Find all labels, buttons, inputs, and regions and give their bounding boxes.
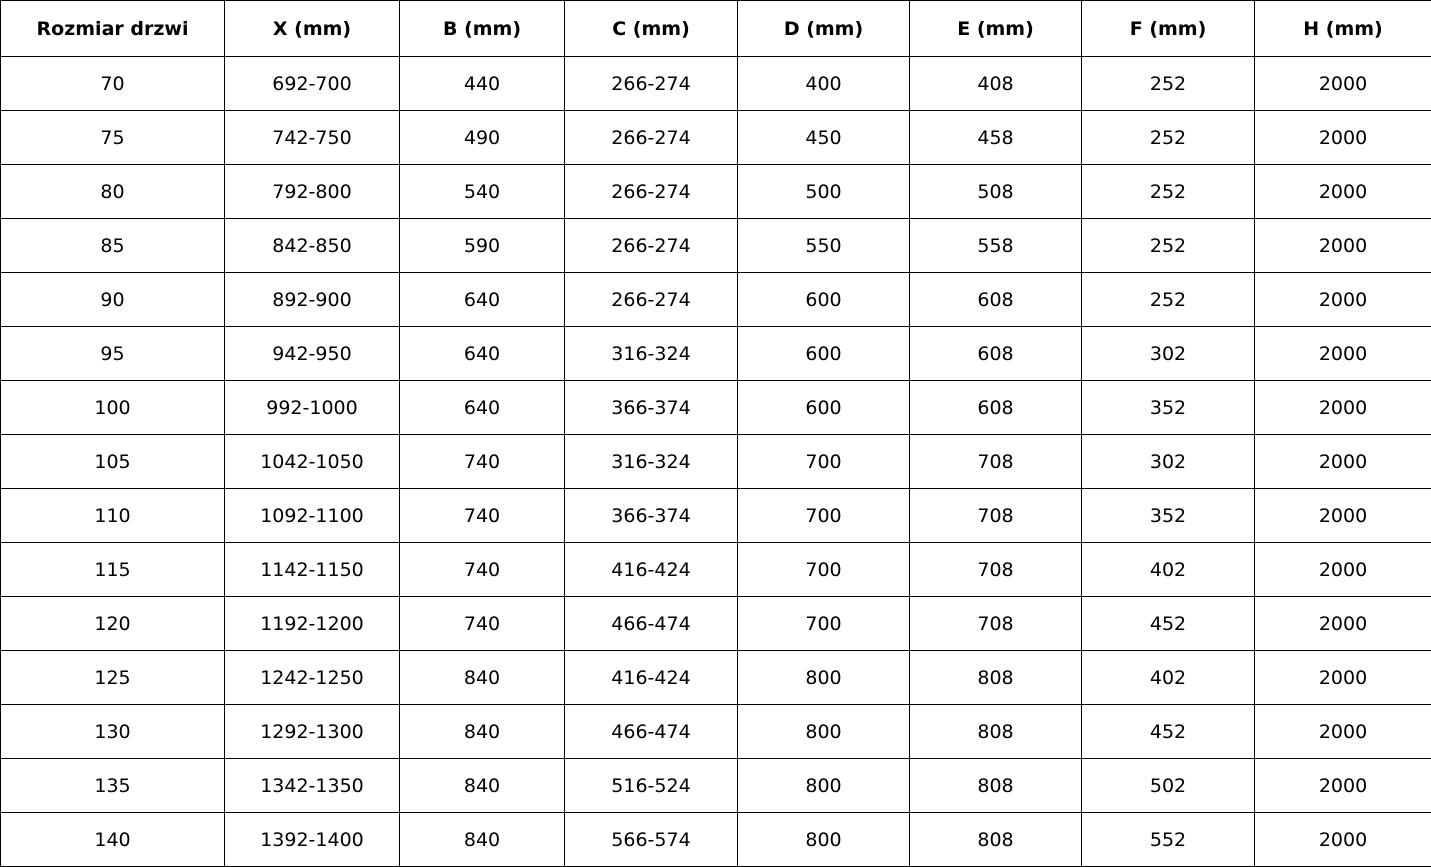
cell-x: 892-900 <box>225 273 400 327</box>
table-row <box>1 435 1431 489</box>
table-row <box>1 489 1431 543</box>
cell-x: 842-850 <box>225 219 400 273</box>
cell-h: 2000 <box>1255 327 1431 381</box>
cell-door-size: 130 <box>1 705 225 759</box>
cell-h: 2000 <box>1255 651 1431 705</box>
cell-c: 266-274 <box>565 111 738 165</box>
table-row <box>1 381 1431 435</box>
cell-e: 808 <box>910 759 1082 813</box>
cell-h: 2000 <box>1255 813 1431 867</box>
cell-e: 808 <box>910 651 1082 705</box>
cell-door-size: 140 <box>1 813 225 867</box>
table-header-row <box>1 1 1431 57</box>
table-row <box>1 57 1431 111</box>
cell-x: 1192-1200 <box>225 597 400 651</box>
cell-f: 302 <box>1082 435 1255 489</box>
cell-h: 2000 <box>1255 111 1431 165</box>
table-row <box>1 543 1431 597</box>
cell-c: 266-274 <box>565 165 738 219</box>
cell-e: 458 <box>910 111 1082 165</box>
cell-x: 792-800 <box>225 165 400 219</box>
cell-x: 1042-1050 <box>225 435 400 489</box>
table-row <box>1 759 1431 813</box>
column-header-d: D (mm) <box>738 1 910 57</box>
column-header-b: B (mm) <box>400 1 565 57</box>
cell-x: 1142-1150 <box>225 543 400 597</box>
cell-d: 550 <box>738 219 910 273</box>
cell-x: 942-950 <box>225 327 400 381</box>
table-row <box>1 651 1431 705</box>
cell-d: 600 <box>738 381 910 435</box>
cell-h: 2000 <box>1255 381 1431 435</box>
cell-f: 502 <box>1082 759 1255 813</box>
cell-h: 2000 <box>1255 219 1431 273</box>
cell-c: 266-274 <box>565 273 738 327</box>
cell-b: 740 <box>400 435 565 489</box>
cell-d: 700 <box>738 435 910 489</box>
cell-door-size: 115 <box>1 543 225 597</box>
cell-c: 316-324 <box>565 327 738 381</box>
cell-d: 800 <box>738 705 910 759</box>
cell-f: 252 <box>1082 273 1255 327</box>
cell-f: 252 <box>1082 165 1255 219</box>
cell-door-size: 70 <box>1 57 225 111</box>
cell-d: 600 <box>738 327 910 381</box>
cell-b: 840 <box>400 759 565 813</box>
cell-door-size: 90 <box>1 273 225 327</box>
cell-c: 266-274 <box>565 219 738 273</box>
cell-x: 1292-1300 <box>225 705 400 759</box>
cell-f: 402 <box>1082 651 1255 705</box>
cell-f: 452 <box>1082 705 1255 759</box>
cell-f: 252 <box>1082 219 1255 273</box>
cell-b: 840 <box>400 651 565 705</box>
cell-e: 558 <box>910 219 1082 273</box>
table-row <box>1 165 1431 219</box>
cell-d: 400 <box>738 57 910 111</box>
cell-b: 490 <box>400 111 565 165</box>
cell-d: 800 <box>738 813 910 867</box>
cell-door-size: 85 <box>1 219 225 273</box>
cell-door-size: 75 <box>1 111 225 165</box>
cell-d: 600 <box>738 273 910 327</box>
cell-c: 416-424 <box>565 543 738 597</box>
cell-d: 700 <box>738 597 910 651</box>
cell-h: 2000 <box>1255 435 1431 489</box>
cell-x: 742-750 <box>225 111 400 165</box>
column-header-e: E (mm) <box>910 1 1082 57</box>
cell-e: 708 <box>910 435 1082 489</box>
cell-x: 1392-1400 <box>225 813 400 867</box>
cell-c: 466-474 <box>565 597 738 651</box>
cell-b: 740 <box>400 489 565 543</box>
cell-door-size: 110 <box>1 489 225 543</box>
cell-h: 2000 <box>1255 57 1431 111</box>
cell-c: 416-424 <box>565 651 738 705</box>
cell-f: 302 <box>1082 327 1255 381</box>
cell-b: 740 <box>400 597 565 651</box>
cell-x: 692-700 <box>225 57 400 111</box>
cell-b: 440 <box>400 57 565 111</box>
cell-b: 840 <box>400 813 565 867</box>
cell-c: 366-374 <box>565 489 738 543</box>
cell-e: 408 <box>910 57 1082 111</box>
cell-e: 608 <box>910 273 1082 327</box>
cell-c: 516-524 <box>565 759 738 813</box>
cell-c: 466-474 <box>565 705 738 759</box>
cell-c: 566-574 <box>565 813 738 867</box>
cell-b: 540 <box>400 165 565 219</box>
cell-b: 640 <box>400 381 565 435</box>
cell-door-size: 95 <box>1 327 225 381</box>
cell-f: 552 <box>1082 813 1255 867</box>
cell-f: 402 <box>1082 543 1255 597</box>
cell-e: 708 <box>910 489 1082 543</box>
cell-door-size: 120 <box>1 597 225 651</box>
cell-d: 450 <box>738 111 910 165</box>
cell-x: 1242-1250 <box>225 651 400 705</box>
cell-e: 808 <box>910 813 1082 867</box>
column-header-x: X (mm) <box>225 1 400 57</box>
column-header-c: C (mm) <box>565 1 738 57</box>
table-row <box>1 597 1431 651</box>
table-row <box>1 813 1431 867</box>
cell-d: 500 <box>738 165 910 219</box>
cell-h: 2000 <box>1255 165 1431 219</box>
table-row <box>1 273 1431 327</box>
cell-x: 992-1000 <box>225 381 400 435</box>
cell-door-size: 135 <box>1 759 225 813</box>
cell-door-size: 105 <box>1 435 225 489</box>
table-row <box>1 219 1431 273</box>
table-row <box>1 111 1431 165</box>
column-header-door-size: Rozmiar drzwi <box>1 1 225 57</box>
table-body <box>1 57 1431 867</box>
cell-door-size: 80 <box>1 165 225 219</box>
cell-b: 640 <box>400 273 565 327</box>
cell-d: 700 <box>738 489 910 543</box>
cell-b: 740 <box>400 543 565 597</box>
cell-door-size: 125 <box>1 651 225 705</box>
cell-f: 252 <box>1082 111 1255 165</box>
cell-h: 2000 <box>1255 273 1431 327</box>
cell-h: 2000 <box>1255 543 1431 597</box>
cell-f: 352 <box>1082 489 1255 543</box>
cell-h: 2000 <box>1255 705 1431 759</box>
cell-f: 352 <box>1082 381 1255 435</box>
cell-x: 1092-1100 <box>225 489 400 543</box>
table-header <box>1 1 1431 57</box>
cell-d: 700 <box>738 543 910 597</box>
cell-e: 808 <box>910 705 1082 759</box>
cell-b: 840 <box>400 705 565 759</box>
column-header-h: H (mm) <box>1255 1 1431 57</box>
cell-f: 452 <box>1082 597 1255 651</box>
cell-b: 640 <box>400 327 565 381</box>
cell-f: 252 <box>1082 57 1255 111</box>
table-row <box>1 705 1431 759</box>
cell-x: 1342-1350 <box>225 759 400 813</box>
cell-e: 708 <box>910 543 1082 597</box>
cell-b: 590 <box>400 219 565 273</box>
cell-e: 608 <box>910 327 1082 381</box>
cell-c: 316-324 <box>565 435 738 489</box>
cell-c: 266-274 <box>565 57 738 111</box>
cell-h: 2000 <box>1255 759 1431 813</box>
cell-h: 2000 <box>1255 597 1431 651</box>
column-header-f: F (mm) <box>1082 1 1255 57</box>
cell-c: 366-374 <box>565 381 738 435</box>
cell-e: 508 <box>910 165 1082 219</box>
cell-e: 608 <box>910 381 1082 435</box>
cell-d: 800 <box>738 651 910 705</box>
cell-e: 708 <box>910 597 1082 651</box>
cell-door-size: 100 <box>1 381 225 435</box>
table-row <box>1 327 1431 381</box>
cell-d: 800 <box>738 759 910 813</box>
cell-h: 2000 <box>1255 489 1431 543</box>
